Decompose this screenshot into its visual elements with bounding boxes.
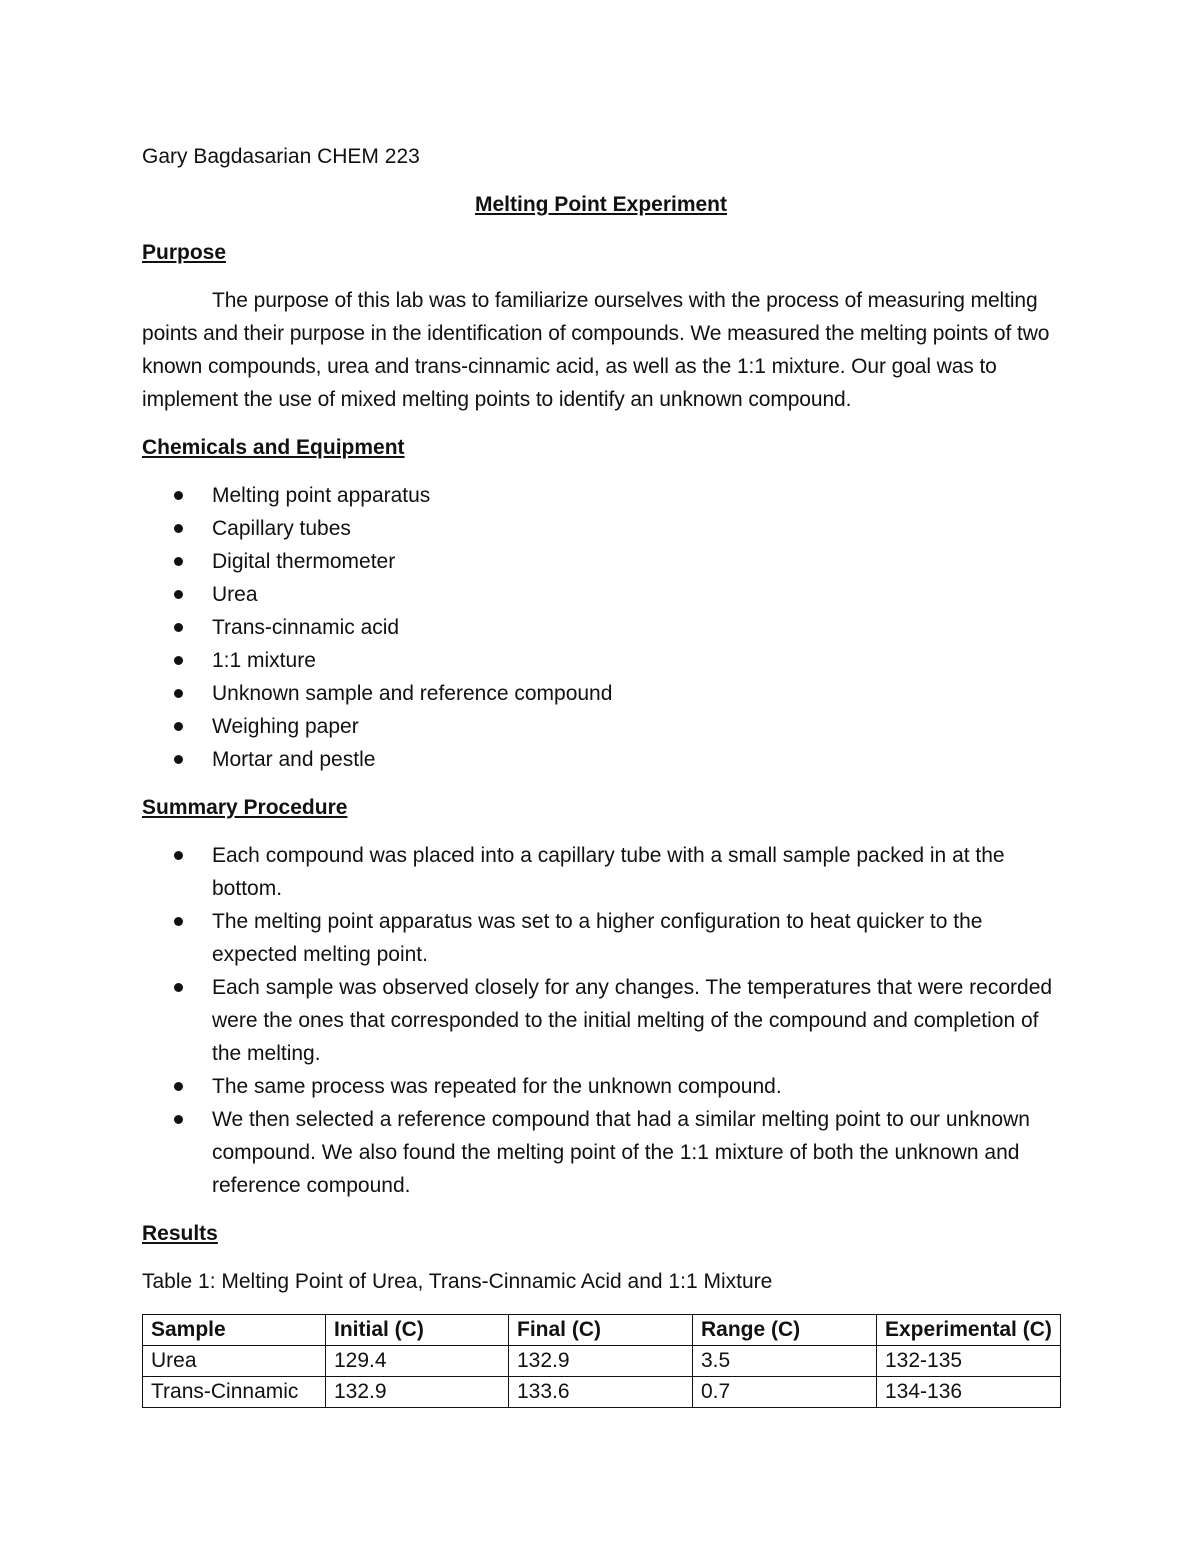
table-row [143, 1346, 1061, 1377]
list-item-text: Trans-cinnamic acid [212, 616, 400, 639]
chemicals-heading: Chemicals and Equipment [142, 436, 405, 459]
column-header: Initial (C) [326, 1315, 509, 1346]
list-item [142, 512, 1060, 545]
list-item-text: Each compound was placed into a capillary tube with a small sample packed in at the bottom. [212, 844, 1005, 900]
list-item [142, 611, 1060, 644]
list-item-text: 1:1 mixture [212, 649, 316, 672]
bullet-icon [174, 851, 183, 860]
results-heading: Results [142, 1222, 218, 1245]
list-item [142, 971, 1060, 1070]
bullet-icon [174, 917, 183, 926]
bullet-icon [174, 689, 183, 698]
table-cell: Urea [143, 1346, 326, 1377]
list-item [142, 905, 1060, 971]
procedure-list [142, 839, 1060, 1202]
bullet-icon [174, 590, 183, 599]
list-item [142, 644, 1060, 677]
table-caption: Table 1: Melting Point of Urea, Trans-Cinnamic Acid and 1:1 Mixture [142, 1270, 773, 1293]
list-item-text: The melting point apparatus was set to a higher configuration to heat quicker to the expected melting point. [212, 910, 983, 966]
list-item [142, 1103, 1060, 1202]
list-item [142, 1070, 1060, 1103]
table-cell: 134-136 [877, 1377, 1061, 1408]
bullet-icon [174, 1115, 183, 1124]
bullet-icon [174, 983, 183, 992]
purpose-paragraph: The purpose of this lab was to familiarize ourselves with the process of measuring melting points and their purpose in the identification of compounds. We measured the melting points of two known compounds, urea and trans-cinnamic acid, as well as the 1:1 mixture. Our goal was to implement the use of mixed melting points to identify an unknown compound. [142, 289, 1050, 411]
column-header: Sample [143, 1315, 326, 1346]
list-item [142, 743, 1060, 776]
bullet-icon [174, 524, 183, 533]
table-header-row [143, 1315, 1061, 1346]
author-line: Gary Bagdasarian CHEM 223 [142, 145, 420, 168]
table-cell: 132-135 [877, 1346, 1061, 1377]
bullet-icon [174, 623, 183, 632]
document-body [142, 140, 1060, 1408]
bullet-icon [174, 491, 183, 500]
list-item-text: Each sample was observed closely for any changes. The temperatures that were recorded were the ones that corresponded to the initial melting of the compound and completion of the melting. [212, 976, 1053, 1065]
bullet-icon [174, 755, 183, 764]
table-cell: 132.9 [509, 1346, 693, 1377]
list-item-text: Digital thermometer [212, 550, 396, 573]
list-item [142, 677, 1060, 710]
list-item-text: Melting point apparatus [212, 484, 431, 507]
table-cell: 129.4 [326, 1346, 509, 1377]
bullet-icon [174, 656, 183, 665]
table-cell: 132.9 [326, 1377, 509, 1408]
list-item-text: Urea [212, 583, 258, 606]
table-cell: 133.6 [509, 1377, 693, 1408]
column-header: Range (C) [693, 1315, 877, 1346]
list-item-text: The same process was repeated for the unknown compound. [212, 1075, 782, 1098]
table-cell: 0.7 [693, 1377, 877, 1408]
list-item-text: Mortar and pestle [212, 748, 376, 771]
list-item-text: Weighing paper [212, 715, 359, 738]
list-item-text: We then selected a reference compound that had a similar melting point to our unknown compound. We also found the melting point of the 1:1 mixture of both the unknown and reference compound. [212, 1108, 1030, 1197]
table-cell: 3.5 [693, 1346, 877, 1377]
chemicals-list [142, 479, 1060, 776]
document-title: Melting Point Experiment [474, 193, 728, 216]
list-item [142, 578, 1060, 611]
table-row [143, 1377, 1061, 1408]
results-table [142, 1314, 1061, 1408]
list-item-text: Capillary tubes [212, 517, 351, 540]
purpose-heading: Purpose [142, 241, 227, 264]
column-header: Final (C) [509, 1315, 693, 1346]
list-item [142, 545, 1060, 578]
list-item [142, 479, 1060, 512]
column-header: Experimental (C) [877, 1315, 1061, 1346]
table-cell: Trans-Cinnamic [143, 1377, 326, 1408]
bullet-icon [174, 1082, 183, 1091]
bullet-icon [174, 722, 183, 731]
procedure-heading: Summary Procedure [142, 796, 348, 819]
list-item-text: Unknown sample and reference compound [212, 682, 613, 705]
list-item [142, 710, 1060, 743]
list-item [142, 839, 1060, 905]
bullet-icon [174, 557, 183, 566]
